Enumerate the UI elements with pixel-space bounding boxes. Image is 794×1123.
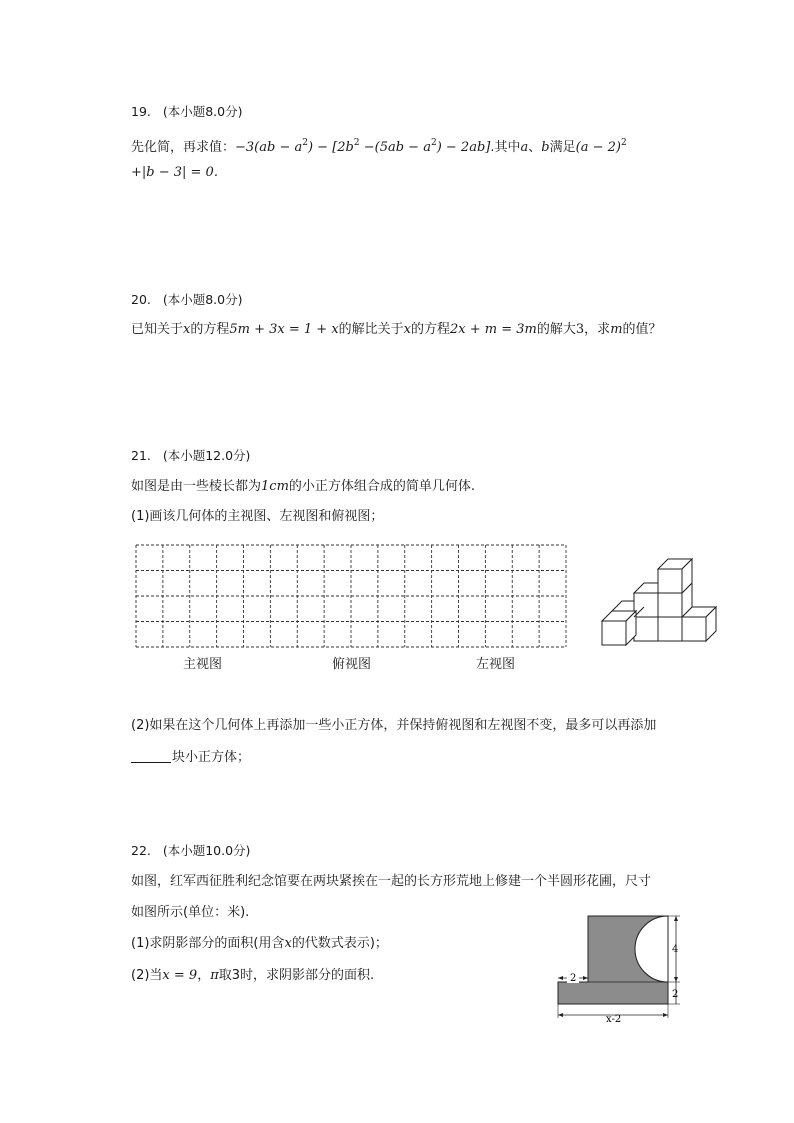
garden-figure <box>554 912 694 1025</box>
caption-top-view: 俯视图 <box>332 657 372 672</box>
q21-header <box>131 447 250 465</box>
q19-number: 19. <box>131 104 151 119</box>
dim-right-top: 4 <box>672 944 679 955</box>
q21-number: 21. <box>131 448 151 463</box>
q19-line1: 先化简，再求值：$-3(ab - a^2) - [2b^2 -(5ab - a^2) - 2ab]$.其中a、b满足$(a - 2)^2$ <box>131 138 627 155</box>
caption-front-view: 主视图 <box>183 657 223 672</box>
q22-header <box>131 842 250 860</box>
q19-score: (本小题8.0分) <box>162 104 243 119</box>
q20-score: (本小题8.0分) <box>162 292 243 307</box>
caption-left-view: 左视图 <box>476 657 516 672</box>
q20-header <box>131 291 242 309</box>
q21-part1: (1)画该几何体的主视图、左视图和俯视图； <box>131 509 384 524</box>
dim-bottom: x-2 <box>606 1014 622 1025</box>
q22-intro-line1: 如图，红军西征胜利纪念馆要在两块紧挨在一起的长方形荒地上修建一个半圆形花圃，尺寸 <box>131 874 652 889</box>
q21-part2-line2: 块小正方体； <box>131 749 250 767</box>
dim-right-bottom: 2 <box>672 989 679 1000</box>
answer-blank[interactable] <box>131 749 171 763</box>
q19-line2: +|b − 3| = 0. <box>131 165 218 180</box>
q22-part2: (2)当x = 9，π取3时，求阴影部分的面积. <box>131 968 375 983</box>
q22-part1: (1)求阴影部分的面积(用含x的代数式表示)； <box>131 936 388 951</box>
q19-prefix: 先化简，再求值： <box>131 140 236 155</box>
q22-number: 22. <box>131 843 151 858</box>
q19-header <box>131 103 242 121</box>
q21-intro: 如图是由一些棱长都为1cm的小正方体组合成的简单几何体. <box>131 479 476 494</box>
q20-text: 已知关于x的方程5m + 3x = 1 + x的解比关于x的方程2x + m = 3m的解大3，求m的值？ <box>131 322 662 337</box>
q22-score: (本小题10.0分) <box>162 843 251 858</box>
cube-stack-figure <box>598 555 728 655</box>
q21-score: (本小题12.0分) <box>162 448 251 463</box>
q22-intro-line2: 如图所示(单位：米). <box>131 905 250 920</box>
q20-number: 20. <box>131 292 151 307</box>
dashed-grid <box>135 544 567 648</box>
q21-part2-line1: (2)如果在这个几何体上再添加一些小正方体，并保持俯视图和左视图不变，最多可以再添加 <box>131 718 657 733</box>
dim-left: 2 <box>570 973 577 984</box>
